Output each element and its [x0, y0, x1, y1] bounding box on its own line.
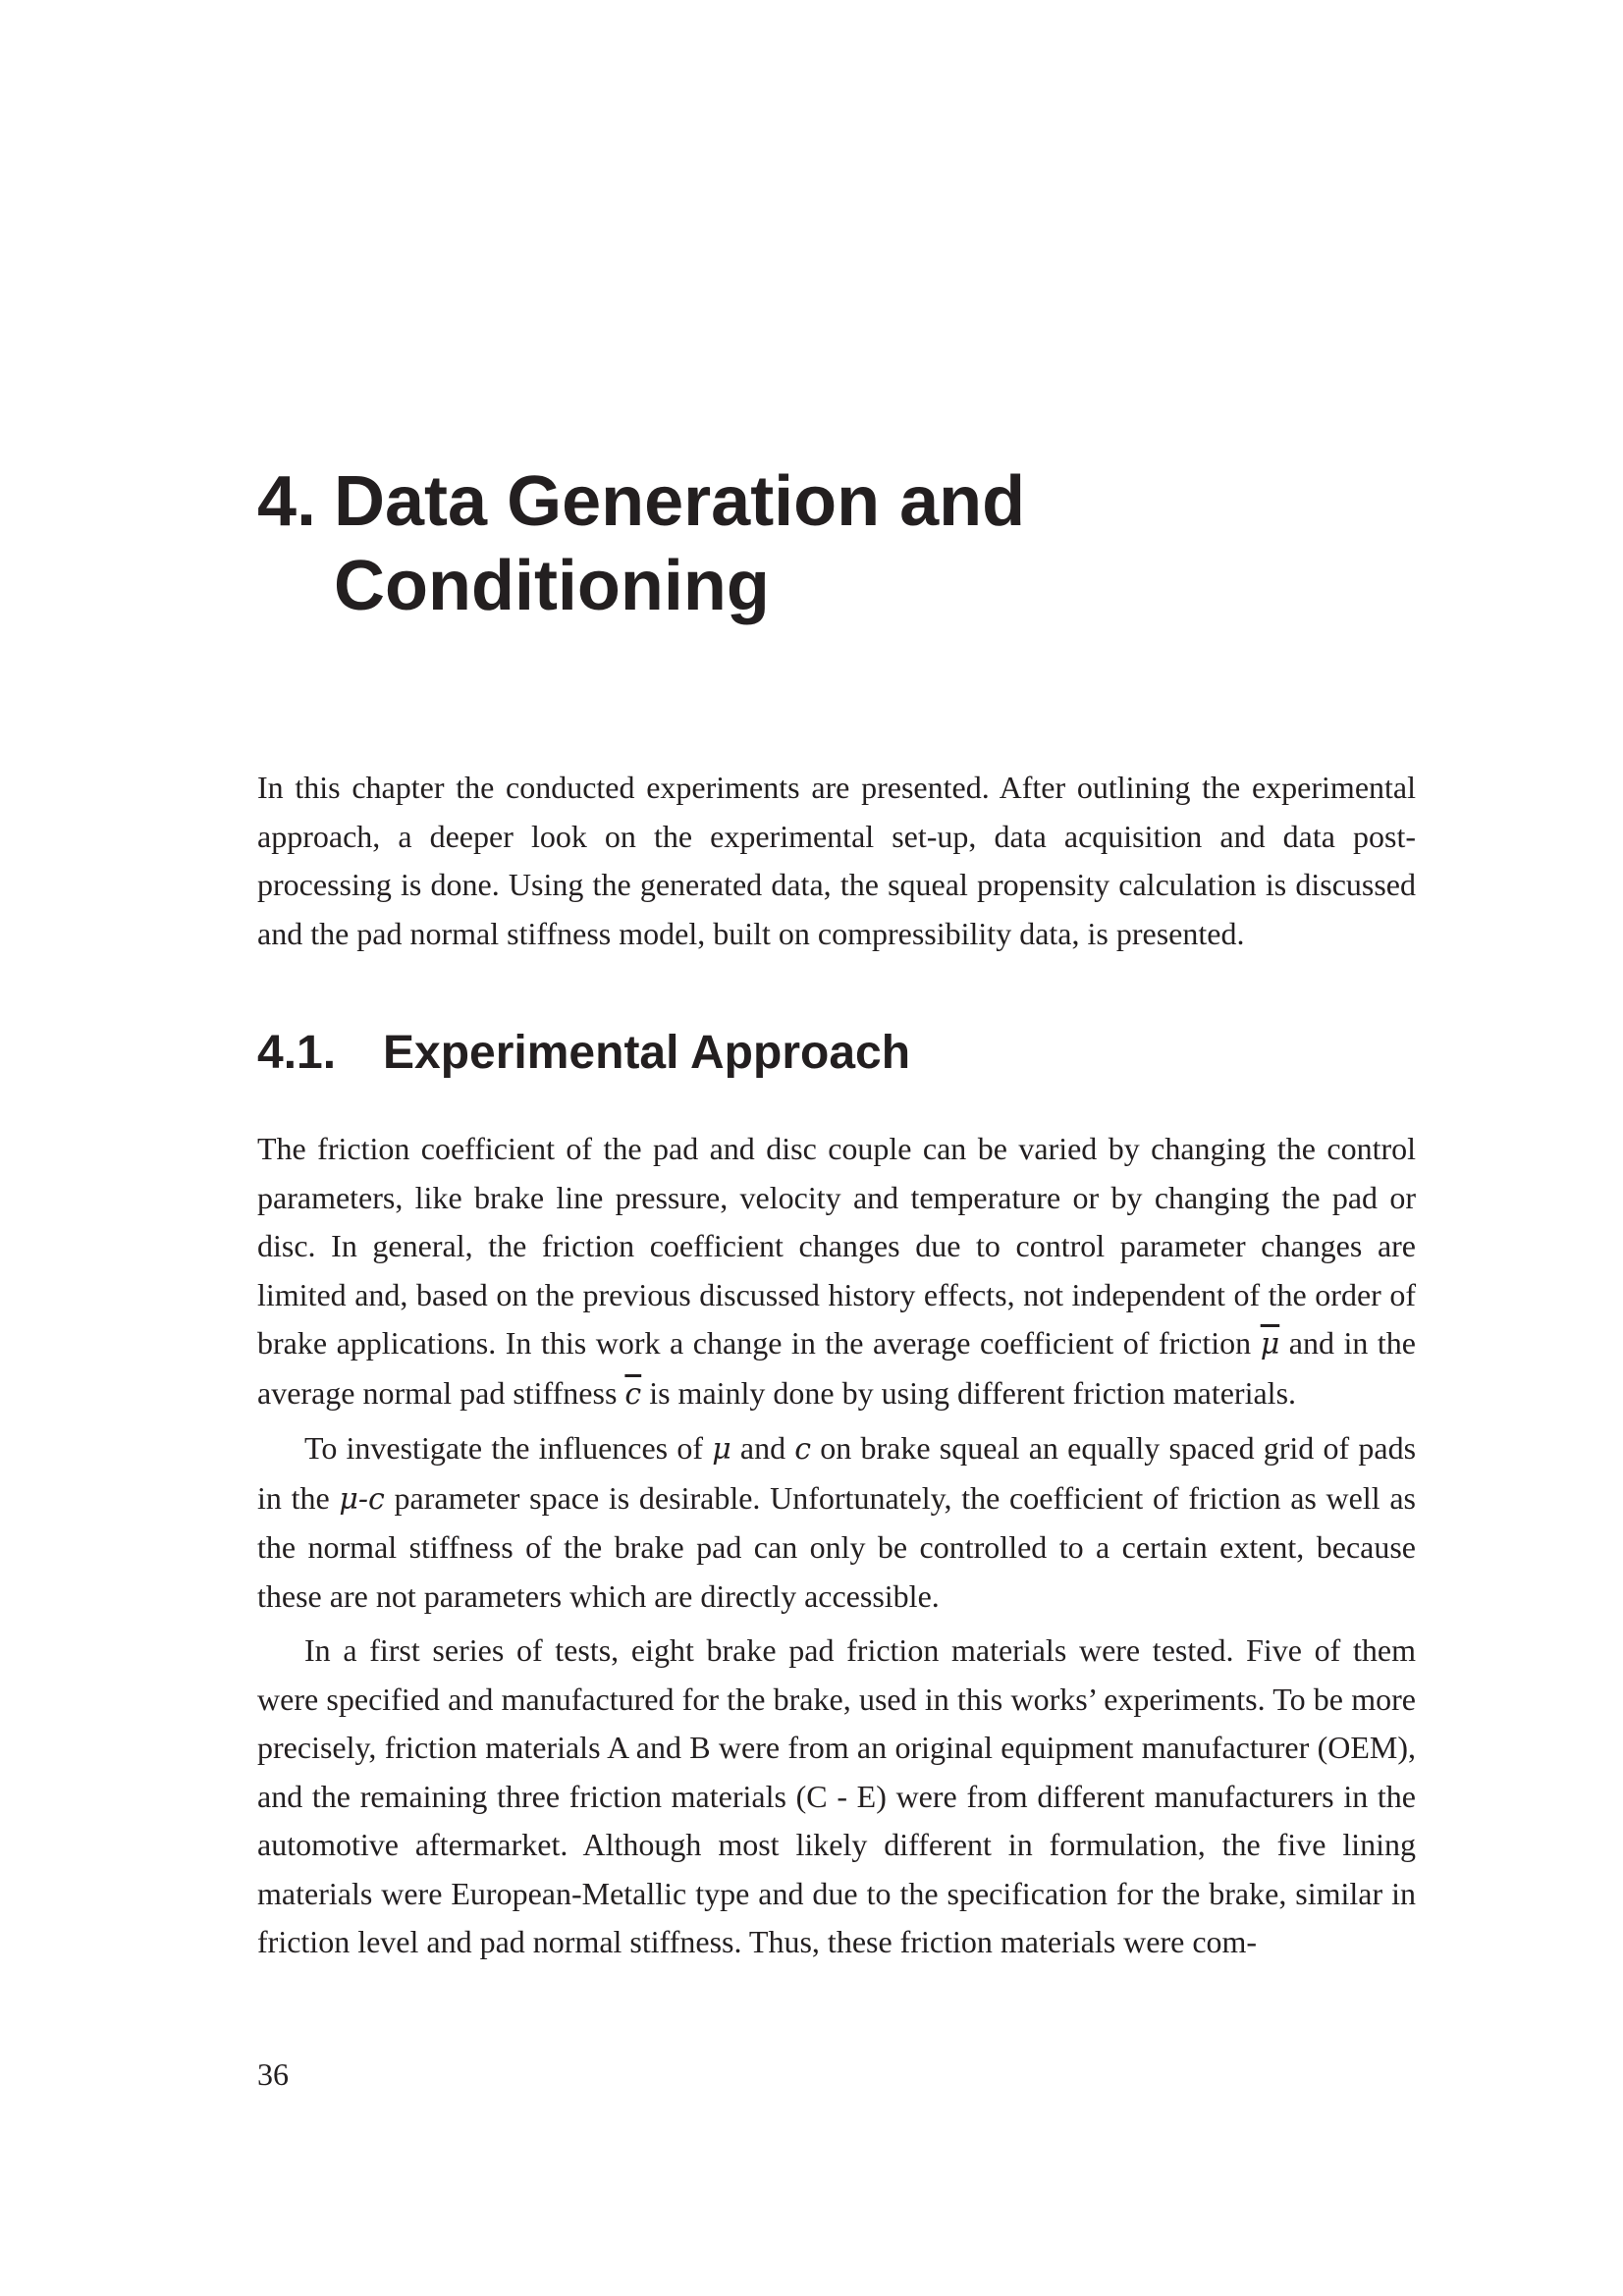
paragraph-1 [257, 1125, 1416, 1418]
section-title-text: Experimental Approach [383, 1027, 911, 1079]
paragraph-3: In a first series of tests, eight brake pad friction materials were tested. Five of them were specified and manufactured for the brake, used in this works’ experiments. To be more precisely, friction materials A and B were from an original equipment manufacturer (OEM), and the remaining three friction materials (C - E) were from different manufacturers in the automotive aftermarket. Although most likely different in formulation, the five lining materials were European-Metallic type and due to the specification for the brake, similar in friction level and pad normal stiffness. Thus, these friction materials were com- [257, 1632, 1416, 1959]
chapter-title [257, 459, 1435, 628]
mu-symbol: μ [712, 1432, 731, 1467]
intro-paragraph: In this chapter the conducted experiments are presented. After outlining the experimental approach, a deeper look on the experimental set-up, data acquisition and data postprocessing is done. Using the generated data, the squeal propensity calculation is discussed and the pad normal stiffness model, built on compressibility data, is presented. [257, 770, 1416, 951]
paragraph-2-text-b: and [730, 1430, 795, 1466]
paragraph-1-text-b: and in the average normal pad stiffness [257, 1325, 1417, 1411]
mu-c-symbol: μ-c [339, 1481, 385, 1517]
paragraph-1-text-c: is mainly done by using different friction materials. [641, 1374, 1297, 1411]
paragraph-2-text-a: To investigate the influences of [304, 1430, 713, 1466]
section-number: 4.1. [257, 1027, 337, 1079]
paragraph-2-text-d: parameter space is desirable. Unfortunately, the coefficient of friction as well as the normal stiffness of the brake pad can only be controlled to a certain extent, because these are not parameters which are directly accessible. [257, 1479, 1417, 1614]
chapter-title-line1: Data Generation and [334, 462, 1026, 541]
c-symbol: c [794, 1432, 812, 1467]
paragraph-2 [257, 1424, 1416, 1621]
section-title [257, 1024, 910, 1083]
paragraph-1-text-a: The friction coefficient of the pad and disc couple can be varied by changing the control parameters, like brake line pressure, velocity and temperature or by changing the pad or disc. In general, the friction coefficient changes due to control parameter changes are limited and, based on the previous discussed history effects, not independent of the order of brake applications. In this work a change in the average coefficient of friction [257, 1131, 1416, 1361]
page-number: 36 [257, 2056, 289, 2092]
mean-c-symbol: $\overline{c}$ [624, 1376, 642, 1412]
chapter-number: 4. [257, 462, 317, 541]
paragraph-2-text-c: on brake squeal an equally spaced grid of pads in the [257, 1430, 1417, 1516]
chapter-title-line2: Conditioning [334, 547, 770, 625]
mean-mu-symbol: $\overline{\mu}$ [1260, 1327, 1280, 1362]
